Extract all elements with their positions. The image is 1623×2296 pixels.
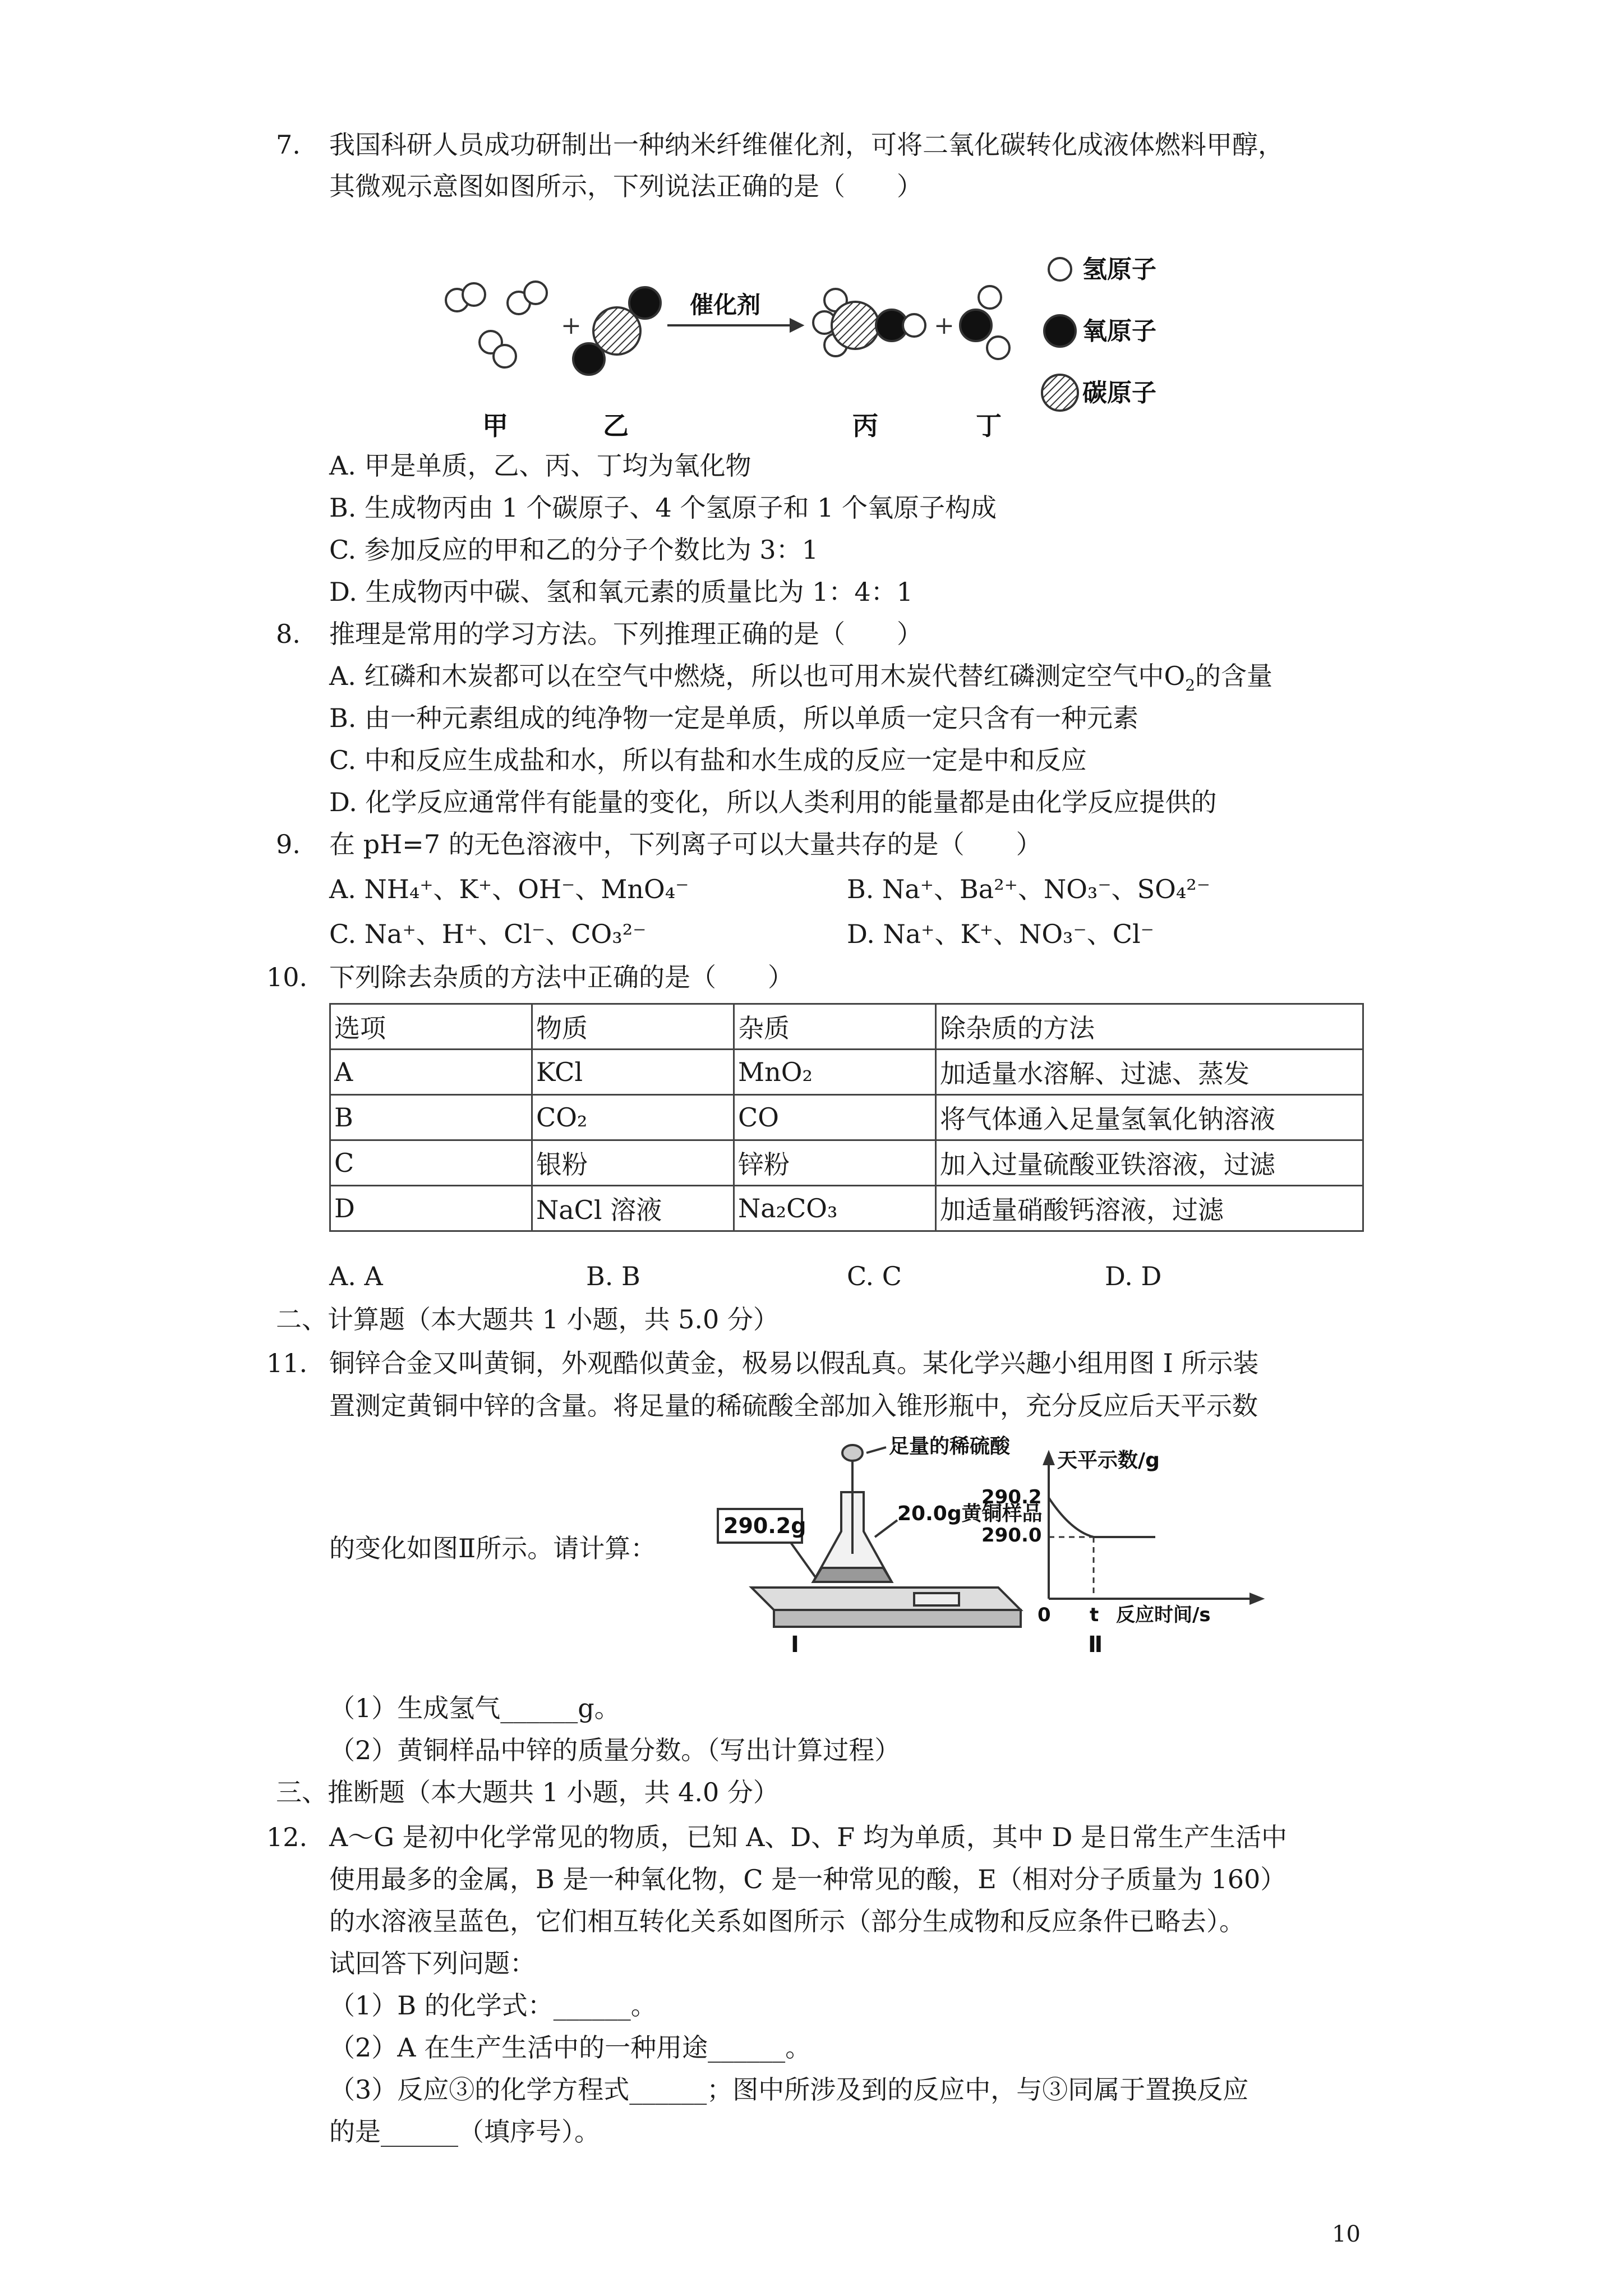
- q9-stem: 在 pH=7 的无色溶液中，下列离子可以大量共存的是（ ）: [329, 829, 1042, 859]
- q8-option-a-text: A. 红磷和木炭都可以在空气中燃烧，所以也可用木炭代替红磷测定空气中: [329, 661, 1164, 691]
- table-header: 物质: [532, 1004, 734, 1050]
- legend-carbon: 碳原子: [1082, 379, 1156, 407]
- q9-option-a: A. NH₄⁺、K⁺、OH⁻、MnO₄⁻: [329, 874, 689, 904]
- table-header-row: [330, 1004, 1363, 1050]
- table-cell: C: [330, 1140, 532, 1186]
- table-cell: D: [330, 1186, 532, 1231]
- q11-stem-line3: 的变化如图Ⅱ所示。请计算：: [329, 1533, 657, 1563]
- reading-label: 290.2g: [723, 1513, 806, 1538]
- table-cell: CO: [734, 1095, 936, 1140]
- q8-option-a-subscript: 2: [1185, 676, 1196, 695]
- table-row: [330, 1095, 1363, 1140]
- q8-number: 8.: [276, 619, 301, 649]
- section-3-heading: 三、推断题（本大题共 1 小题，共 4.0 分）: [276, 1777, 779, 1807]
- q8-option-a-end: 的含量: [1195, 661, 1273, 691]
- q11-figure-graph: [981, 1447, 1346, 1658]
- table-cell: B: [330, 1095, 532, 1140]
- origin-label: 0: [1038, 1604, 1051, 1626]
- table-cell: KCl: [532, 1050, 734, 1095]
- q7-option-d: D. 生成物丙中碳、氢和氧元素的质量比为 1：4：1: [329, 577, 913, 607]
- table-row: [330, 1050, 1363, 1095]
- q7-number: 7.: [276, 130, 301, 160]
- q12-line1: A～G 是初中化学常见的物质，已知 A、D、F 均为单质，其中 D 是日常生产生活中: [329, 1822, 1287, 1852]
- q12-number: 12.: [266, 1822, 308, 1852]
- acid-label: 足量的稀硫酸: [889, 1435, 1011, 1458]
- svg-text:+: +: [561, 311, 582, 340]
- legend-oxygen: 氧原子: [1082, 317, 1156, 346]
- ylabel: 天平示数/g: [1057, 1449, 1160, 1472]
- q12-sub1: （1）B 的化学式：______。: [329, 1990, 657, 2021]
- catalyst-label: 催化剂: [690, 291, 761, 319]
- q7-option-c: C. 参加反应的甲和乙的分子个数比为 3：1: [329, 535, 818, 565]
- q10-choice-a: A. A: [329, 1261, 383, 1291]
- figure-1-label: Ⅰ: [791, 1632, 799, 1658]
- q7-option-b: B. 生成物丙由 1 个碳原子、4 个氢原子和 1 个氧原子构成: [329, 493, 997, 523]
- table-header: 杂质: [734, 1004, 936, 1050]
- xlabel: 反应时间/s: [1116, 1604, 1211, 1626]
- figure-2-label: Ⅱ: [1088, 1632, 1103, 1658]
- table-cell: 加适量硝酸钙溶液，过滤: [936, 1186, 1363, 1231]
- t-label: t: [1090, 1604, 1099, 1626]
- q12-line2: 使用最多的金属，B 是一种氧化物，C 是一种常见的酸，E（相对分子质量为 160）: [329, 1864, 1287, 1894]
- table-cell: 加适量水溶解、过滤、蒸发: [936, 1050, 1363, 1095]
- q8-option-a-formula: O: [1164, 661, 1186, 691]
- q11-sub1: （1）生成氢气______g。: [329, 1693, 620, 1723]
- table-cell: NaCl 溶液: [532, 1186, 734, 1231]
- q10-table: [329, 1003, 1364, 1232]
- q10-choice-c: C. C: [847, 1261, 902, 1291]
- table-cell: 将气体通入足量氢氧化钠溶液: [936, 1095, 1363, 1140]
- table-header: 选项: [330, 1004, 532, 1050]
- q11-number: 11.: [266, 1348, 308, 1378]
- label-bing: 丙: [852, 411, 878, 441]
- table-cell: 锌粉: [734, 1140, 936, 1186]
- table-header: 除杂质的方法: [936, 1004, 1363, 1050]
- q8-option-b: B. 由一种元素组成的纯净物一定是单质，所以单质一定只含有一种元素: [329, 703, 1139, 733]
- q9-option-c: C. Na⁺、H⁺、Cl⁻、CO₃²⁻: [329, 919, 647, 949]
- q12-sub3: （3）反应③的化学方程式______；图中所涉及到的反应中，与③同属于置换反应: [329, 2074, 1249, 2105]
- q9-number: 9.: [276, 829, 301, 859]
- legend-hydrogen: 氢原子: [1082, 255, 1156, 284]
- q11-figure-balance: [707, 1435, 1066, 1658]
- q8-option-c: C. 中和反应生成盐和水，所以有盐和水生成的反应一定是中和反应: [329, 745, 1087, 775]
- q11-stem-line2: 置测定黄铜中锌的含量。将足量的稀硫酸全部加入锥形瓶中，充分反应后天平示数: [329, 1391, 1258, 1421]
- table-cell: 加入过量硫酸亚铁溶液，过滤: [936, 1140, 1363, 1186]
- q10-choice-b: B. B: [586, 1261, 640, 1291]
- y-tick-290-2: 290.2: [981, 1486, 1042, 1508]
- q12-line3: 的水溶液呈蓝色，它们相互转化关系如图所示（部分生成物和反应条件已略去）。: [329, 1906, 1245, 1936]
- table-cell: CO₂: [532, 1095, 734, 1140]
- table-row: [330, 1140, 1363, 1186]
- q12-line4: 试回答下列问题：: [329, 1948, 536, 1978]
- y-tick-290-0: 290.0: [981, 1524, 1042, 1547]
- q7-stem-line1: 我国科研人员成功研制出一种纳米纤维催化剂，可将二氧化碳转化成液体燃料甲醇，: [329, 130, 1284, 160]
- label-jia: 甲: [482, 411, 508, 441]
- q10-number: 10.: [266, 962, 308, 992]
- q7-reaction-diagram: [432, 247, 1195, 449]
- table-cell: A: [330, 1050, 532, 1095]
- q11-sub2: （2）黄铜样品中锌的质量分数。（写出计算过程）: [329, 1735, 901, 1765]
- label-ding: 丁: [976, 411, 1002, 441]
- q10-choice-d: D. D: [1105, 1261, 1162, 1291]
- table-cell: MnO₂: [734, 1050, 936, 1095]
- q9-option-b: B. Na⁺、Ba²⁺、NO₃⁻、SO₄²⁻: [847, 874, 1211, 904]
- table-cell: 银粉: [532, 1140, 734, 1186]
- label-yi: 乙: [603, 411, 629, 441]
- q8-stem: 推理是常用的学习方法。下列推理正确的是（ ）: [329, 619, 923, 649]
- q8-option-a: [329, 659, 1272, 702]
- q7-stem-line2: 其微观示意图如图所示，下列说法正确的是（ ）: [329, 171, 923, 201]
- section-2-heading: 二、计算题（本大题共 1 小题，共 5.0 分）: [276, 1304, 779, 1335]
- q9-option-d: D. Na⁺、K⁺、NO₃⁻、Cl⁻: [847, 919, 1154, 949]
- q12-sub2: （2）A 在生产生活中的一种用途______。: [329, 2032, 811, 2063]
- q12-sub4: 的是______（填序号）。: [329, 2116, 600, 2147]
- q10-stem: 下列除去杂质的方法中正确的是（ ）: [329, 962, 794, 992]
- q8-option-d: D. 化学反应通常伴有能量的变化，所以人类利用的能量都是由化学反应提供的: [329, 787, 1217, 817]
- svg-text:+: +: [934, 311, 955, 340]
- table-row: [330, 1186, 1363, 1231]
- page-number: 10: [1332, 2221, 1361, 2247]
- q7-option-a: A. 甲是单质，乙、丙、丁均为氧化物: [329, 450, 751, 481]
- q11-stem-line1: 铜锌合金又叫黄铜，外观酷似黄金，极易以假乱真。某化学兴趣小组用图 I 所示装: [329, 1348, 1259, 1378]
- sample-label: 20.0g黄铜样品: [897, 1502, 1043, 1525]
- table-cell: Na₂CO₃: [734, 1186, 936, 1231]
